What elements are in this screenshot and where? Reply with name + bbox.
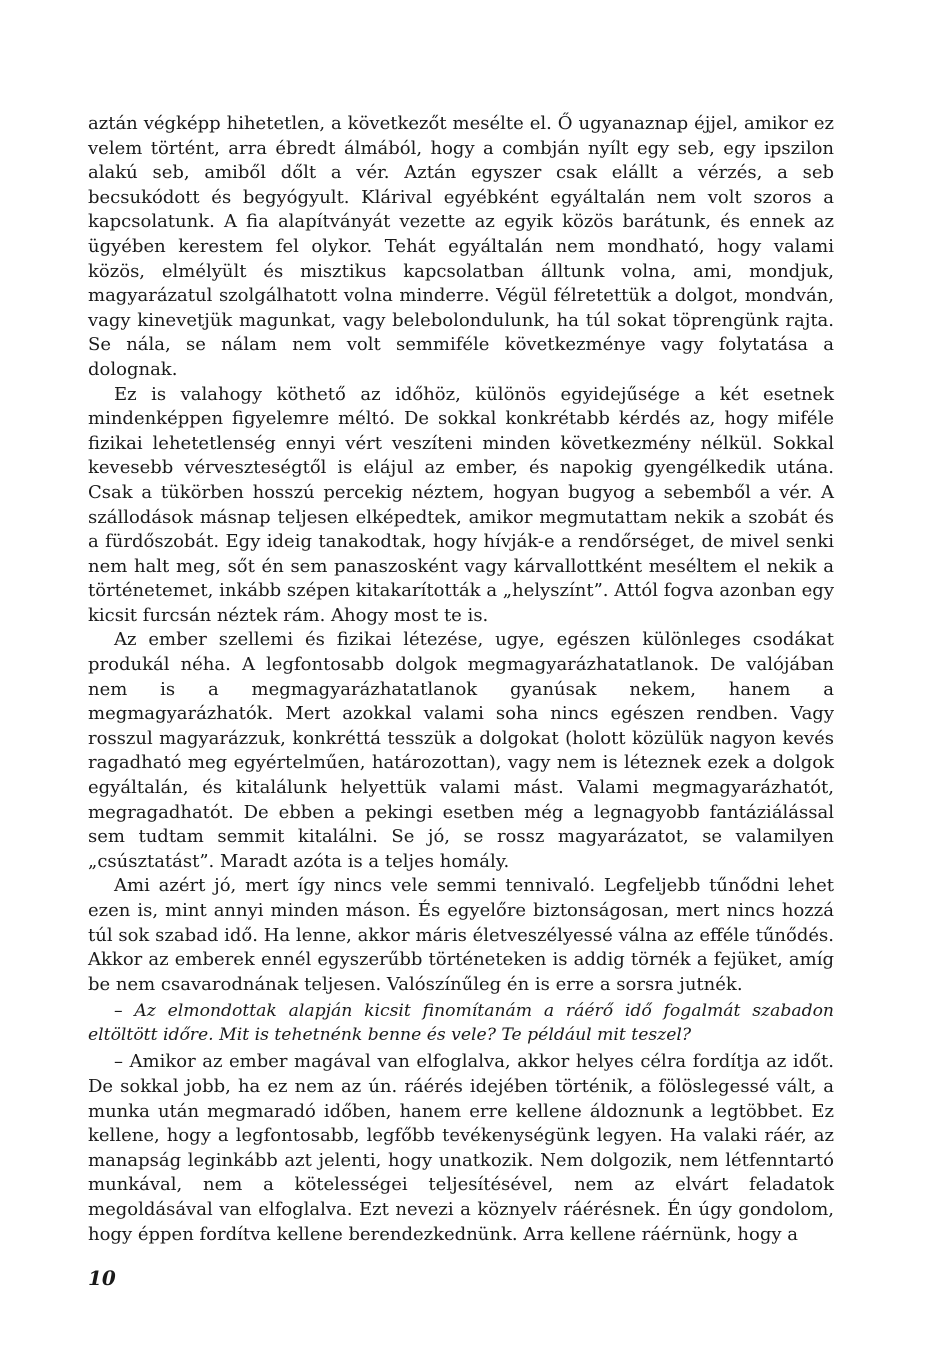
interview-question: – Az elmondottak alapján kicsit finomítanám a ráérő idő fogalmát szabadon eltöltött időre. Mit is tehetnénk benne és vele? Te például mit teszel? [88, 1001, 834, 1045]
paragraph-2: Ez is valahogy köthető az időhöz, különös egyidejűsége a két esetnek mindenképpen figyelemre méltó. De sokkal konkrétabb kérdés az, hogy miféle fizikai lehetetlenség ennyi vért veszíteni minden következmény nélkül. Sokkal kevesebb vérveszteségtől is elájul az ember, és napokig gyengélkedik utána. Csak a tükörben hosszú percekig néztem, hogyan bugyog a sebemből a vér. A szállodások másnap teljesen elképedtek, amikor megmutattam nekik a szobát és a fürdőszobát. Egy ideig tanakodtak, hogy hívják-e a rendőrséget, de mivel senki nem halt meg, sőt én sem panaszosként vagy kárvallottként meséltem el nekik a történetemet, inkább szépen kitakarították a „helyszínt”. Attól fogva azonban egy kicsit furcsán néztek rám. Ahogy most te is. [88, 383, 834, 626]
interview-answer: – Amikor az ember magával van elfoglalva, akkor helyes célra fordítja az időt. De sokkal jobb, ha ez nem az ún. ráérés idejében történik, a fölöslegessé vált, a munka után megmaradó időben, hanem erre kellene áldoznunk a legtöbbet. Ez kellene, hogy a legfontosabb, legfőbb tevékenységünk legyen. Ha valaki ráér, az manapság leginkább azt jelenti, hogy unatkozik. Nem dolgozik, nem létfenntartó munkával, nem a kötelességei teljesítésével, nem az elvárt feladatok megoldásával van elfoglalva. Ezt nevezi a köznyelv ráérésnek. Én úgy gondolom, hogy éppen fordítva kellene berendezkednünk. Arra kellene ráérnünk, hogy a [88, 1051, 834, 1245]
paragraph-3: Az ember szellemi és fizikai létezése, ugye, egészen különleges csodákat produkál néha. A legfontosabb dolgok megmagyarázhatatlanok. De valójában nem is a megmagyarázhatatlanok gyanúsak nekem, hanem a megmagyarázhatók. Mert azokkal valami soha nincs egészen rendben. Vagy rosszul magyarázzuk, konkréttá tesszük a dolgokat (holott közülük nagyon kevés ragadható meg egyértelműen, határozottan), vagy nem is léteznek ezek a dolgok egyáltalán, és kitalálunk helyettük valami mást. Valami megmagyarázhatót, megragadhatót. De ebben a pekingi esetben még a legnagyobb fantáziálással sem tudtam semmit kitalálni. Se jó, se rossz magyarázatot, se valamilyen „csúsztatást”. Maradt azóta is a teljes homály. [88, 629, 834, 872]
page-text [88, 112, 834, 1247]
paragraph-1: aztán végképp hihetetlen, a következőt mesélte el. Ő ugyanaznap éjjel, amikor ez velem történt, arra ébredt álmából, hogy a combján nyílt egy seb, egy ipszilon alakú seb, amiből dőlt a vér. Aztán egyszer csak elállt a vérzés, a seb becsukódott és begyógyult. Klárival egyébként egyáltalán nem volt szoros a kapcsolatunk. A fia alapítványát vezette az egyik közös barátunk, és ennek az ügyében kerestem fel olykor. Tehát egyáltalán nem mondható, hogy valami közös, elmélyült és misztikus kapcsolatban álltunk volna, ami, mondjuk, magyarázatul szolgálhatott volna minderre. Végül félretettük a dolgot, mondván, vagy kinevetjük magunkat, vagy belebolondulunk, ha túl sokat töprengünk rajta. Se nála, se nálam nem volt semmiféle következménye vagy folytatása a dolognak. [88, 113, 834, 380]
paragraph-4: Ami azért jó, mert így nincs vele semmi tennivaló. Legfeljebb tűnődni lehet ezen is, mint annyi minden máson. És egyelőre biztonságosan, mert nincs hozzá túl sok szabad idő. Ha lenne, akkor máris életveszélyessé válna az efféle tűnődés. Akkor az emberek ennél egyszerűbb történeteken is addig törnék a fejüket, amíg be nem csavarodnának teljesen. Valószínűleg én is erre a sorsra jutnék. [88, 875, 834, 995]
page-number: 10 [88, 1266, 116, 1290]
